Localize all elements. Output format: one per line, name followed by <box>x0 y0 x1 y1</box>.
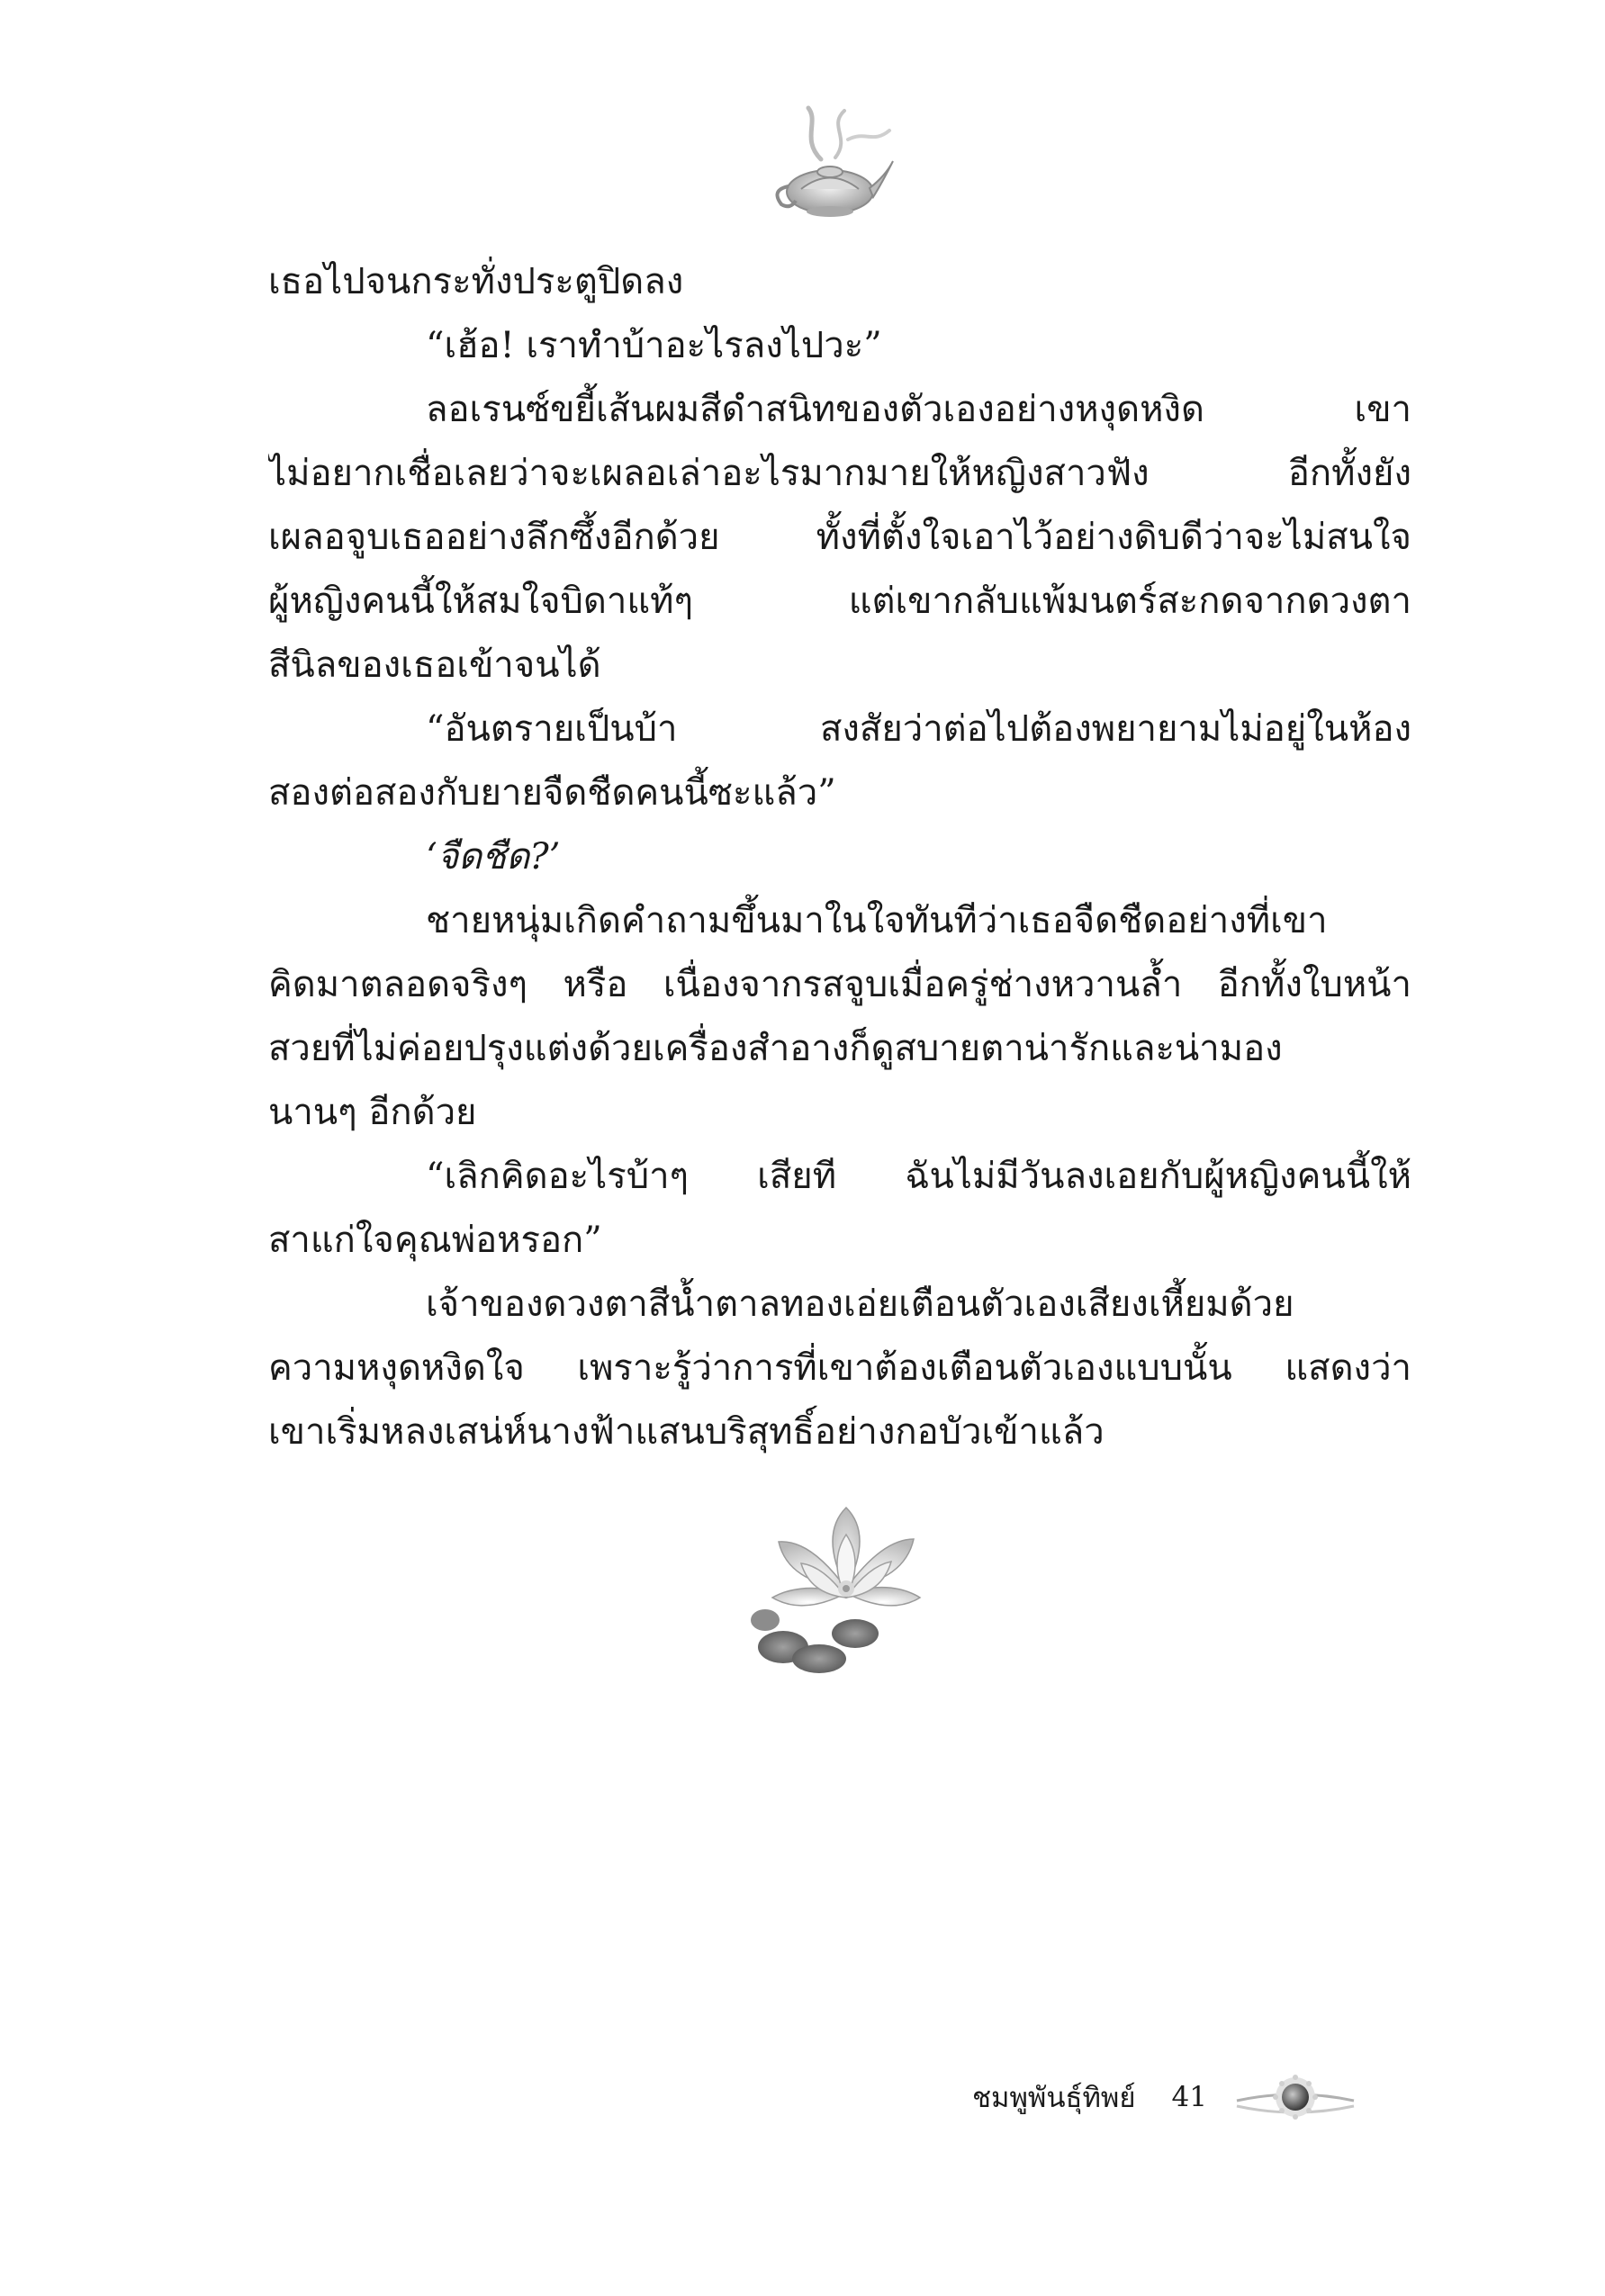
text-line: นานๆ อีกด้วย <box>268 1092 477 1133</box>
dialogue-line: “เฮ้อ! เราทำบ้าอะไรลงไปวะ” <box>426 325 882 366</box>
text-line: ลอเรนซ์ขยี้เส้นผมสีดำสนิทของตัวเองอย่างหงุดหงิด เขา <box>426 389 1411 430</box>
dialogue-line: “อันตรายเป็นบ้า สงสัยว่าต่อไปต้องพยายามไม่อยู่ในห้อง <box>426 708 1411 750</box>
text-line: สวยที่ไม่ค่อยปรุงแต่งด้วยเครื่องสำอางก็ดูสบายตาน่ารักและน่ามอง <box>268 1028 1283 1069</box>
teapot-ornament-icon <box>765 104 900 230</box>
text-line: คิดมาตลอดจริงๆ หรือ เนื่องจากรสจูบเมื่อครู่ช่างหวานล้ำ อีกทั้งใบหน้า <box>268 964 1411 1005</box>
book-title: ชมพูพันธุ์ทิพย์ <box>972 2082 1136 2114</box>
chapter-text <box>268 250 1411 1464</box>
lotus-flower-icon <box>747 1499 927 1679</box>
dialogue-line: สองต่อสองกับยายจืดชืดคนนี้ซะแล้ว” <box>268 772 836 814</box>
dialogue-line: “เลิกคิดอะไรบ้าๆ เสียที ฉันไม่มีวันลงเอยกับผู้หญิงคนนี้ให้ <box>426 1156 1411 1197</box>
text-line: ไม่อยากเชื่อเลยว่าจะเผลอเล่าอะไรมากมายให้หญิงสาวฟัง อีกทั้งยัง <box>268 453 1411 494</box>
text-line: เธอไปจนกระทั่งประตูปิดลง <box>268 261 684 302</box>
text-line: สีนิลของเธอเข้าจนได้ <box>268 644 601 686</box>
thought-line: ‘จืดชืด?’ <box>426 836 561 878</box>
text-line: ชายหนุ่มเกิดคำถามขึ้นมาในใจทันทีว่าเธอจืดชืดอย่างที่เขา <box>426 900 1328 941</box>
text-line: ความหงุดหงิดใจ เพราะรู้ว่าการที่เขาต้องเตือนตัวเองแบบนั้น แสดงว่า <box>268 1347 1411 1389</box>
page-number: 41 <box>1171 2081 1207 2113</box>
text-line: เผลอจูบเธออย่างลึกซึ้งอีกด้วย ทั้งที่ตั้งใจเอาไว้อย่างดิบดีว่าจะไม่สนใจ <box>268 517 1411 558</box>
text-line: เขาเริ่มหลงเสน่ห์นางฟ้าแสนบริสุทธิ์อย่างกอบัวเข้าแล้ว <box>268 1411 1105 1453</box>
page-footer <box>972 2070 1358 2124</box>
dialogue-line: สาแก่ใจคุณพ่อหรอก” <box>268 1220 602 1261</box>
text-line: ผู้หญิงคนนี้ให้สมใจบิดาแท้ๆ แต่เขากลับแพ้มนตร์สะกดจากดวงตา <box>268 581 1411 622</box>
text-line: เจ้าของดวงตาสีน้ำตาลทองเอ่ยเตือนตัวเองเสียงเหี้ยมด้วย <box>426 1283 1294 1325</box>
ring-icon <box>1232 2070 1358 2124</box>
